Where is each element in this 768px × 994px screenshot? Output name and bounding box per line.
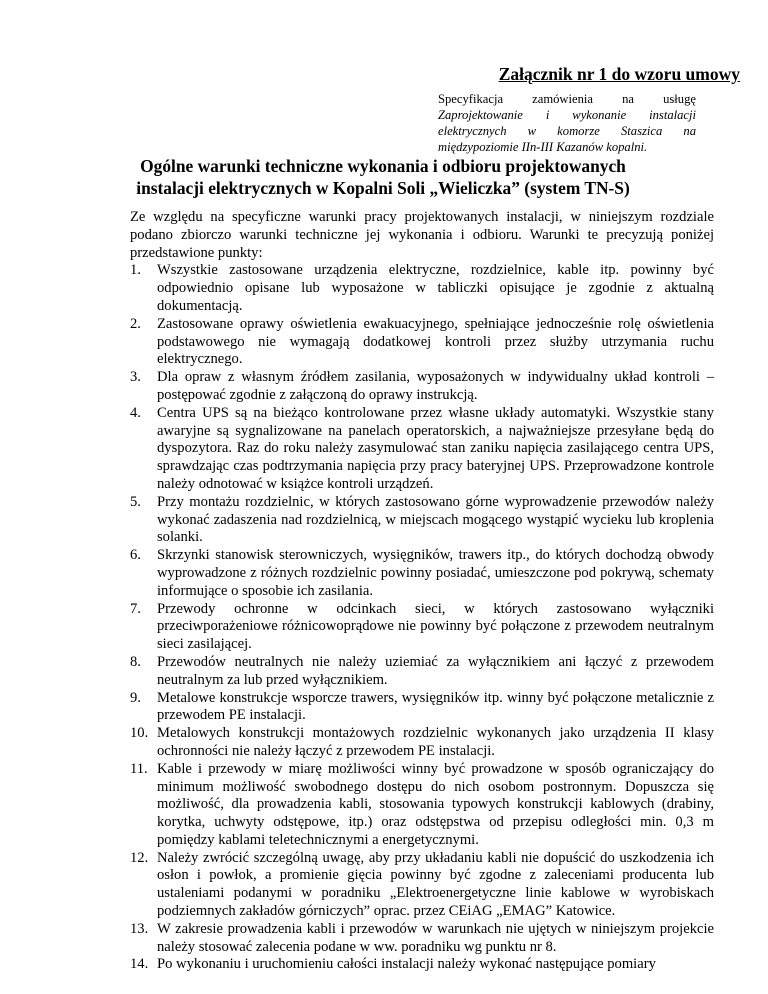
list-item <box>130 316 714 369</box>
list-item <box>130 690 714 726</box>
list-item-number: 11. <box>130 760 148 777</box>
list-item-number: 3. <box>130 369 141 386</box>
intro-paragraph: Ze względu na specyficzne warunki pracy projektowanych instalacji, w niniejszym rozdziale podano zbiorczo warunki techniczne jej wykonania i odbioru. Warunki te precyzują poniżej przedstawione punkty: <box>130 209 714 261</box>
list-item-number: 1. <box>130 262 141 279</box>
annex-specification <box>438 91 696 155</box>
list-item-number: 12. <box>130 849 149 866</box>
list-item-number: 13. <box>130 920 149 937</box>
list-item <box>130 547 714 600</box>
list-item <box>130 654 714 690</box>
list-item-text: Wszystkie zastosowane urządzenia elektryczne, rozdzielnice, kable itp. powinny być odpowiednio opisane lub wyposażone w tabliczki opisujące je zgodnie z aktualną dokumentacją. <box>157 262 714 314</box>
list-item-text: Metalowe konstrukcje wsporcze trawers, wysięgników itp. winny być połączone metalicznie z przewodem PE instalacji. <box>157 689 714 724</box>
list-item-number: 4. <box>130 404 141 421</box>
spec-italic: Zaprojektowanie i wykonanie instalacji elektrycznych w komorze Staszica na międzypoziomie IIn-III Kazanów kopalni. <box>438 108 696 154</box>
list-item <box>130 921 714 957</box>
spec-prefix: Specyfikacja zamówienia na usługę <box>438 92 696 106</box>
list-item <box>130 405 714 494</box>
list-item-number: 14. <box>130 956 149 973</box>
list-item-number: 2. <box>130 315 141 332</box>
document-body <box>130 209 714 974</box>
conditions-list <box>130 262 714 974</box>
list-item <box>130 956 714 974</box>
list-item-number: 9. <box>130 689 141 706</box>
list-item-number: 7. <box>130 600 141 617</box>
document-title: Ogólne warunki techniczne wykonania i odbioru projektowanych instalacji elektrycznych w Kopalni Soli „Wieliczka” (system TN-S) <box>136 156 630 198</box>
list-item-text: Metalowych konstrukcji montażowych rozdzielnic wykonanych jako urządzenia II klasy ochronności nie należy łączyć z przewodem PE instalacji. <box>157 725 714 759</box>
list-item-number: 10. <box>130 725 149 742</box>
list-item-text: Kable i przewody w miarę możliwości winny być prowadzone w sposób ograniczający do minimum możliwość swobodnego dostępu do nich osobom postronnym. Dopuszcza się możliwość, dla prowadzenia kabli, stosowania typowych konstrukcji kablowych (drabiny, korytka, uchwyty odstępowe, itp.) oraz odstępstwa od przepisu odległości min. 0,3 m pomiędzy kablami teletechnicznymi a energetycznymi. <box>157 760 714 848</box>
list-item-number: 6. <box>130 547 141 564</box>
list-item-number: 5. <box>130 493 141 510</box>
annex-title: Załącznik nr 1 do wzoru umowy <box>498 64 740 84</box>
list-item-text: Centra UPS są na bieżąco kontrolowane przez własne układy automatyki. Wszystkie stany awaryjne są sygnalizowane na panelach operatorskich, a najważniejsze przesyłane będą do dyspozytora. Raz do roku należy zasymulować stan zaniku napięcia zasilającego centra UPS, sprawdzając czas podtrzymania napięcia przy pracy bateryjnej UPS. Przeprowadzone kontrole należy odnotować w książce kontroli urządzeń. <box>157 404 714 492</box>
list-item <box>130 494 714 547</box>
list-item-text: Zastosowane oprawy oświetlenia ewakuacyjnego, spełniające jednocześnie rolę oświetlenia podstawowego nie wymagają dodatkowej kontroli przez służby utrzymania ruchu elektrycznego. <box>157 315 714 368</box>
list-item <box>130 262 714 315</box>
list-item-text: Należy zwrócić szczególną uwagę, aby przy układaniu kabli nie dopuścić do uszkodzenia ich osłon i powłok, a promienie gięcia powinny być zgodne z zaleceniami producenta lub ustaleniami podanymi w poradniku „Elektroenergetyczne linie kablowe w wyrobiskach podziemnych zakładów górniczych” oprac. przez CEiAG „EMAG” Katowice. <box>157 849 714 920</box>
list-item <box>130 601 714 654</box>
list-item-text: W zakresie prowadzenia kabli i przewodów w warunkach nie ujętych w niniejszym projekcie należy stosować zalecenia podane w ww. poradniku wg punktu nr 8. <box>157 920 714 955</box>
list-item <box>130 369 714 405</box>
list-item <box>130 850 714 921</box>
list-item <box>130 725 714 761</box>
list-item-text: Przy montażu rozdzielnic, w których zastosowano górne wyprowadzenie przewodów należy wykonać zadaszenia nad rozdzielnicą, w miejscach mogącego wystąpić wycieku lub kroplenia solanki. <box>157 493 714 546</box>
list-item-text: Po wykonaniu i uruchomieniu całości instalacji należy wykonać następujące pomiary <box>157 956 656 973</box>
list-item <box>130 761 714 850</box>
list-item-number: 8. <box>130 653 141 670</box>
list-item-text: Przewodów neutralnych nie należy uziemiać za wyłącznikiem ani łączyć z przewodem neutralnym za lub przed wyłącznikiem. <box>157 653 714 688</box>
list-item-text: Przewody ochronne w odcinkach sieci, w których zastosowano wyłączniki przeciwporażeniowe różnicowoprądowe nie powinny być połączone z przewodem neutralnym sieci zasilającej. <box>157 600 714 653</box>
list-item-text: Skrzynki stanowisk sterowniczych, wysięgników, trawers itp., do których dochodzą obwody wyprowadzone z różnych rozdzielnic powinny posiadać, umieszczone pod pokrywą, schematy informujące o sposobie ich zasilania. <box>157 547 714 599</box>
list-item-text: Dla opraw z własnym źródłem zasilania, wyposażonych w indywidualny układ kontroli – postępować zgodnie z załączoną do oprawy instrukcją. <box>157 369 714 403</box>
